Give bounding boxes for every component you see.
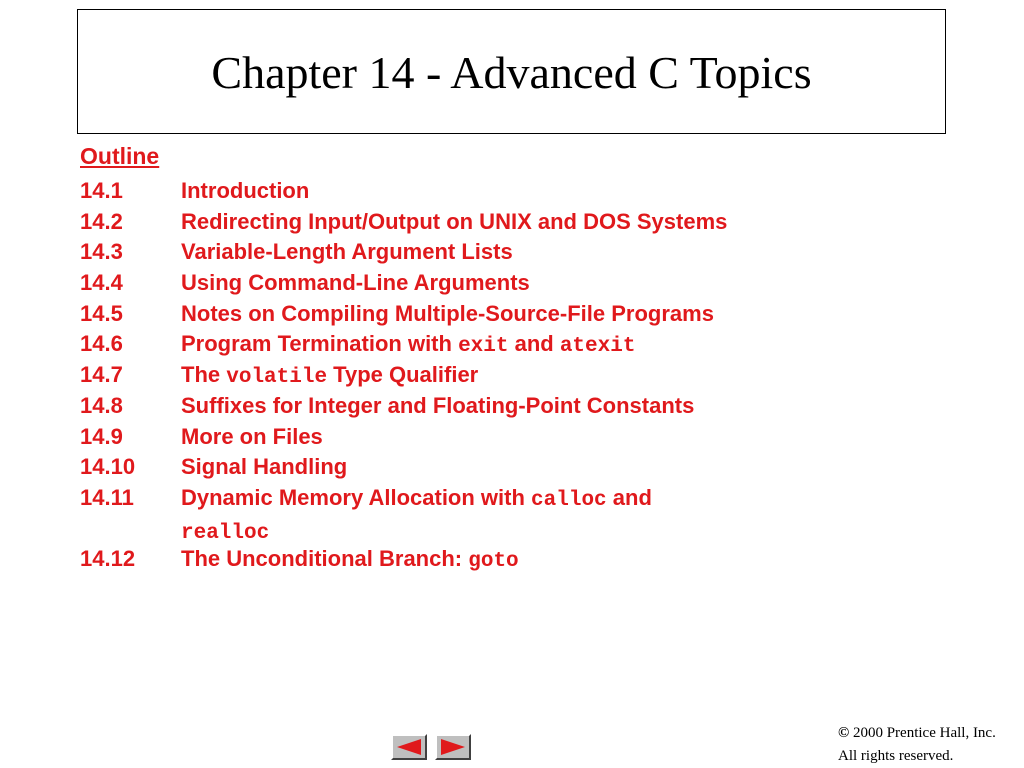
section-number: 14.2 bbox=[80, 208, 123, 234]
section-number: 14.12 bbox=[80, 546, 136, 572]
copyright-line-1 bbox=[838, 722, 996, 745]
section-title bbox=[181, 360, 478, 393]
outline-item bbox=[80, 207, 727, 238]
section-number: 14.1 bbox=[80, 178, 123, 203]
section-title-text: Dynamic Memory Allocation with bbox=[181, 484, 532, 510]
section-title bbox=[181, 544, 519, 577]
copyright-text: 2000 Prentice Hall, Inc. bbox=[852, 725, 996, 741]
section-title-text: Variable-Length Argument Lists bbox=[181, 239, 513, 265]
rights-reserved-text: All rights reserved. bbox=[838, 748, 954, 764]
section-title-text: Signal Handling bbox=[181, 454, 348, 480]
outline-item bbox=[80, 237, 727, 268]
section-title bbox=[181, 237, 513, 267]
section-number: 14.8 bbox=[80, 392, 123, 418]
section-title-text: Using Command-Line Arguments bbox=[181, 270, 530, 296]
section-number: 14.9 bbox=[80, 423, 123, 449]
section-title bbox=[181, 452, 347, 482]
section-number: 14.10 bbox=[80, 454, 136, 480]
section-number: 14.5 bbox=[80, 300, 123, 326]
section-title-text: Introduction bbox=[181, 178, 310, 203]
section-title-text: The bbox=[181, 362, 227, 388]
section-number: 14.11 bbox=[80, 484, 134, 510]
outline-item bbox=[80, 268, 727, 299]
outline-item bbox=[80, 483, 727, 544]
section-number: 14.3 bbox=[80, 239, 123, 265]
outline-item bbox=[80, 176, 727, 207]
title-box bbox=[77, 9, 946, 134]
section-title-text: More on Files bbox=[181, 423, 323, 449]
section-number: 14.4 bbox=[80, 270, 123, 296]
previous-slide-button[interactable] bbox=[391, 734, 427, 760]
section-title-text: and bbox=[508, 331, 560, 357]
section-title-text: Program Termination with bbox=[181, 331, 459, 357]
slide-title: Chapter 14 - Advanced C Topics bbox=[211, 47, 812, 98]
section-title bbox=[181, 483, 652, 549]
copyright-footer bbox=[838, 722, 996, 768]
section-title bbox=[181, 268, 530, 298]
outline-item bbox=[80, 452, 727, 483]
section-title-text: Type Qualifier bbox=[327, 362, 479, 388]
section-title bbox=[181, 176, 309, 206]
code-keyword: atexit bbox=[559, 335, 636, 359]
copyright-symbol: © bbox=[838, 725, 850, 741]
section-title-text: and bbox=[606, 484, 652, 510]
section-title-text: The Unconditional Branch: bbox=[181, 546, 469, 572]
outline-item bbox=[80, 329, 727, 360]
section-title-text: Suffixes for Integer and Floating-Point Constants bbox=[181, 392, 695, 418]
section-title bbox=[181, 391, 694, 421]
right-arrow-icon bbox=[439, 738, 467, 756]
outline-item bbox=[80, 299, 727, 330]
section-title bbox=[181, 207, 727, 237]
section-number: 14.7 bbox=[80, 362, 123, 388]
code-keyword: realloc bbox=[181, 521, 270, 545]
code-keyword: calloc bbox=[531, 488, 607, 512]
slide-navigation bbox=[391, 734, 471, 760]
code-keyword: goto bbox=[468, 550, 519, 574]
section-title bbox=[181, 329, 635, 362]
next-slide-button[interactable] bbox=[435, 734, 471, 760]
left-arrow-icon bbox=[395, 738, 423, 756]
outline-item bbox=[80, 422, 727, 453]
code-keyword: exit bbox=[458, 335, 509, 359]
section-title-text: Redirecting Input/Output on UNIX and DOS Systems bbox=[181, 208, 728, 234]
section-number: 14.6 bbox=[80, 331, 123, 357]
section-title bbox=[181, 299, 714, 329]
section-title-text: Notes on Compiling Multiple-Source-File Programs bbox=[181, 300, 714, 326]
outline-heading: Outline bbox=[80, 143, 160, 169]
code-keyword: volatile bbox=[226, 366, 328, 390]
section-title bbox=[181, 422, 323, 452]
outline-item bbox=[80, 391, 727, 422]
outline-item bbox=[80, 360, 727, 391]
outline-list bbox=[80, 176, 727, 575]
